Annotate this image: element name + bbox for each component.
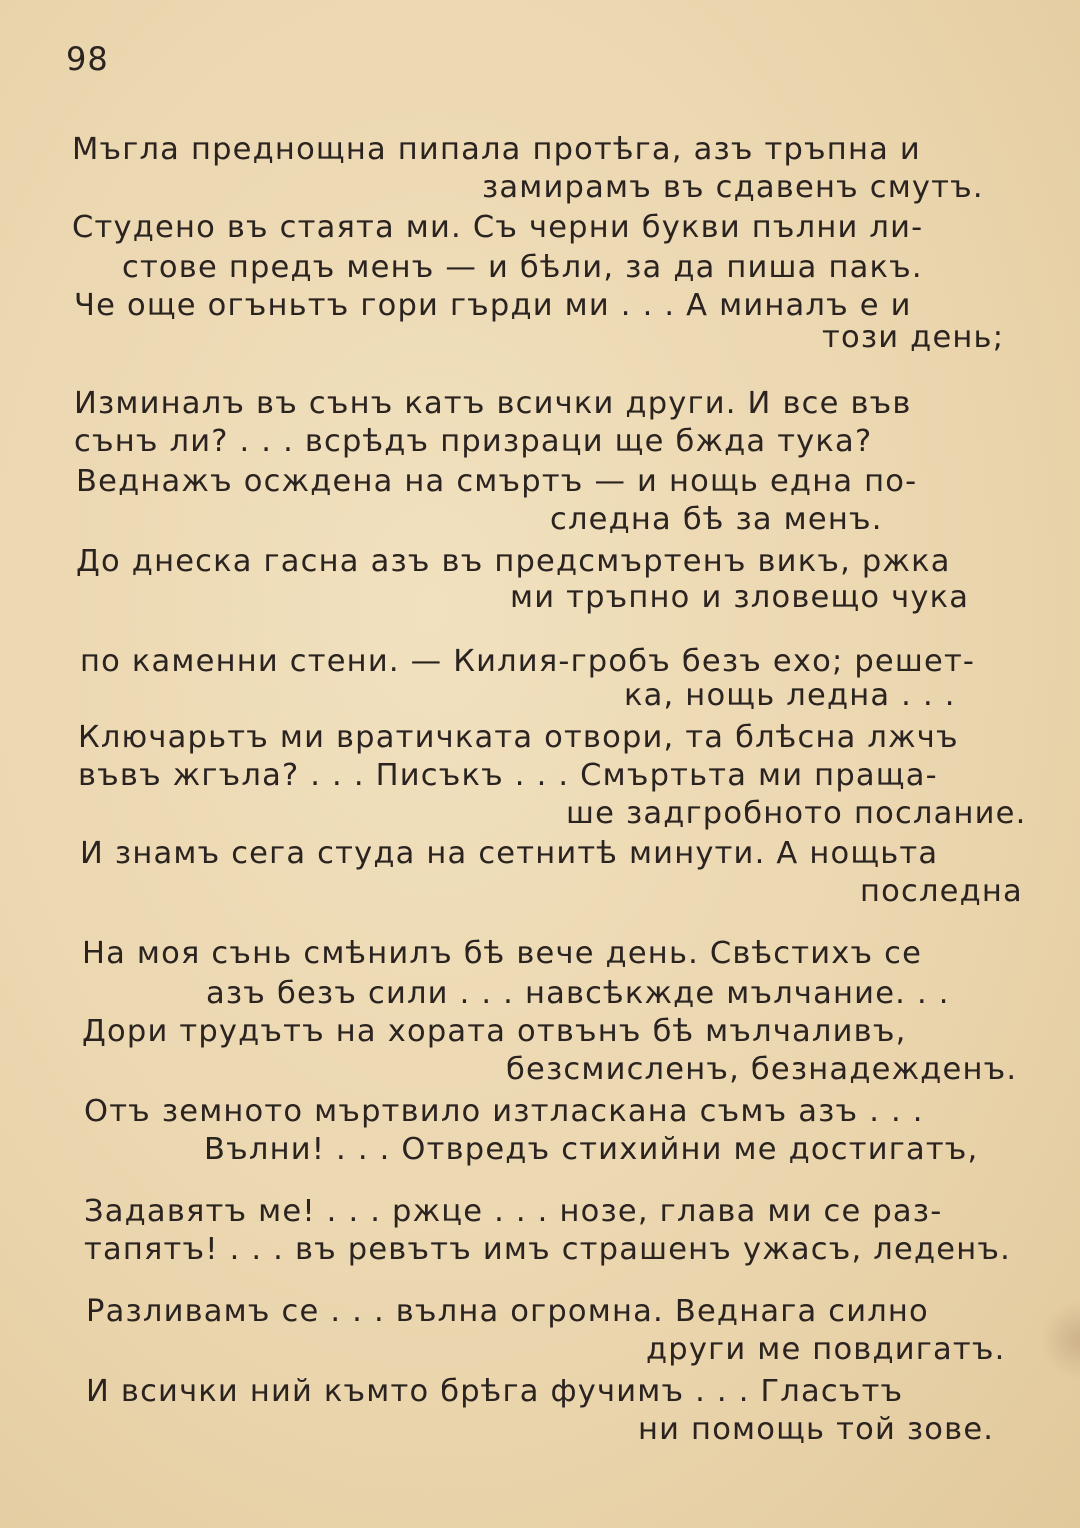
- poem-line: Ключарьтъ ми вратичката отвори, та блѣсна лжчъ: [78, 720, 959, 755]
- poem-line: ка, нощь ледна . . .: [624, 678, 956, 713]
- poem-line: по каменни стени. — Килия-гробъ безъ ехо; решет-: [80, 644, 976, 679]
- poem-line: И знамъ сега студа на сетнитѣ минути. А нощьта: [80, 836, 939, 871]
- poem-line: следна бѣ за менъ.: [550, 502, 883, 537]
- poem-line: азъ безъ сили . . . навсѣкжде мълчание. . .: [206, 976, 950, 1011]
- poem-line: ше задгробното послание.: [566, 796, 1027, 831]
- poem-line: замирамъ въ сдавенъ смутъ.: [482, 170, 984, 205]
- poem-line: безсмисленъ, безнадежденъ.: [506, 1052, 1018, 1087]
- poem-line: Изминалъ въ сънъ катъ всички други. И все във: [74, 386, 912, 421]
- poem-line: Студено въ стаята ми. Съ черни букви пълни ли-: [72, 210, 924, 245]
- page-number: 98: [66, 40, 109, 78]
- poem-line: тапятъ! . . . въ ревътъ имъ страшенъ ужасъ, леденъ.: [84, 1232, 1011, 1267]
- poem-line: Разливамъ се . . . вълна огромна. Веднага силно: [86, 1294, 929, 1329]
- poem-line: Отъ земното мъртвило изтласкана съмъ азъ . . .: [84, 1094, 924, 1129]
- poem-line: Вълни! . . . Отвредъ стихийни ме достигатъ,: [204, 1132, 979, 1167]
- poem-line: сънъ ли? . . . всрѣдъ призраци ще бжда тука?: [74, 424, 873, 459]
- poem-line: последна: [860, 874, 1023, 909]
- poem-line: въвъ жгъла? . . . Писъкъ . . . Смъртьта ми праща-: [78, 758, 938, 793]
- poem-line: Че още огъньтъ гори гърди ми . . . А миналъ е и: [74, 288, 912, 323]
- poem-line: ми тръпно и зловещо чука: [510, 580, 970, 615]
- poem-line: този день;: [822, 320, 1005, 355]
- poem-line: На моя сънь смѣнилъ бѣ вече день. Свѣстихъ се: [82, 936, 923, 971]
- poem-line: Задавятъ ме! . . . ржце . . . нозе, глава ми се раз-: [84, 1194, 943, 1229]
- poem-line: ни помощь той зове.: [638, 1412, 995, 1447]
- poem-line: И всички ний къмто брѣга фучимъ . . . Гласътъ: [86, 1374, 904, 1409]
- poem-line: Мъгла преднощна пипала протѣга, азъ тръпна и: [72, 132, 921, 167]
- poem-line: Дори трудътъ на хората отвънъ бѣ мълчаливъ,: [82, 1014, 907, 1049]
- poem-line: До днеска гасна азъ въ предсмъртенъ викъ, ржка: [76, 544, 951, 579]
- poem-line: други ме повдигатъ.: [646, 1332, 1006, 1367]
- poem-line: стове предъ менъ — и бѣли, за да пиша пакъ.: [122, 250, 923, 285]
- paper-stain: [1040, 1300, 1080, 1380]
- poem-line: Веднажъ осждена на смъртъ — и нощь една по-: [76, 464, 918, 499]
